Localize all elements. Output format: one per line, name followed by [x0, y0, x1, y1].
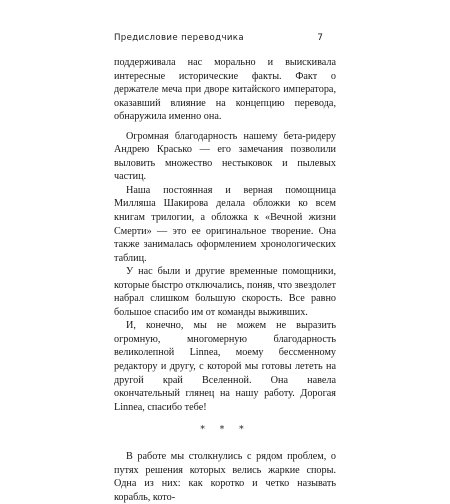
running-header	[114, 33, 323, 47]
paragraph: Огромная благодарность нашему бета-ридеру Андрею Красько — его замечания позволили выловить множество нестыковок и пылевых частиц.	[114, 130, 336, 183]
section-separator: * * *	[200, 425, 250, 436]
paragraph: У нас были и другие временные помощники, которые быстро отключались, поняв, что звездолет набрал слишком большую скорость. Все равно большое спасибо им от команды выживших.	[114, 266, 336, 318]
paragraph: И, конечно, мы не можем не выразить огромную, многомерную благодарность великолепной Linnea, моему бессменному редактору и другу, с которой мы готовы лететь на другой край Вселенной. Она навела окончательный глянец на нашу работу. Дорогая Linnea, спасибо тебе!	[114, 320, 336, 413]
paragraph: поддерживала нас морально и выискивала интересные исторические факты. Факт о держателе меча при дворе китайского императора, оказавший влияние на концепцию перевода, обнаружила именно она.	[114, 57, 336, 123]
running-title: Предисловие переводчика	[114, 33, 244, 43]
body-text	[114, 56, 336, 504]
page-number: 7	[317, 33, 323, 43]
paragraph: В работе мы столкнулись с рядом проблем, о путях решения которых велись жаркие споры. Одна из них: как коротко и четко называть корабль, кото-	[114, 451, 336, 503]
paragraph: Наша постоянная и верная помощница Милляша Шакирова делала обложки ко всем книгам трилогии, а обложка к «Вечной жизни Смерти» — это ее оригинальное творение. Она также занималась оформлением хронологических таблиц.	[114, 184, 336, 264]
